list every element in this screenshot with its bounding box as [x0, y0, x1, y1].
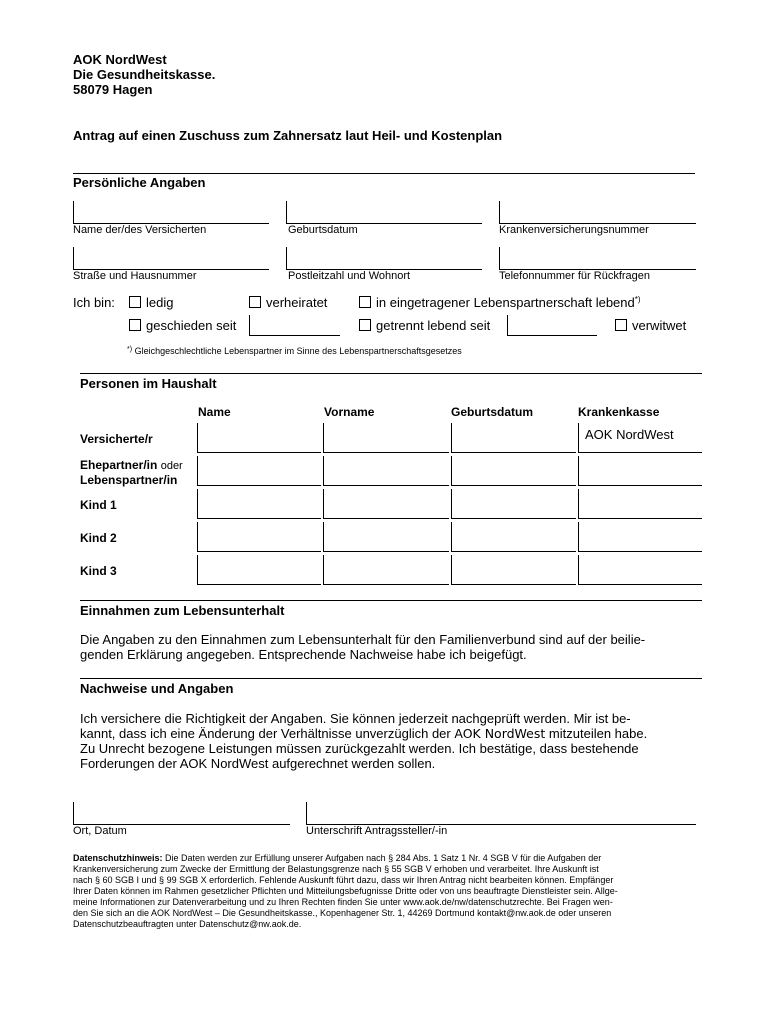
sender-line-2: Die Gesundheitskasse. — [73, 67, 216, 82]
child1-kasse-cell[interactable] — [578, 489, 702, 519]
option-partnerschaft-label: in eingetragener Lebenspartnerschaft lebend — [376, 295, 635, 310]
checkbox-partnerschaft[interactable] — [359, 296, 371, 308]
birthdate-field[interactable] — [286, 201, 482, 224]
checkbox-verwitwet[interactable] — [615, 319, 627, 331]
option-verheiratet[interactable] — [249, 295, 327, 310]
geschieden-date-field[interactable] — [249, 315, 340, 336]
section-heading-personal: Persönliche Angaben — [73, 175, 206, 190]
section-heading-income: Einnahmen zum Lebensunterhalt — [80, 603, 285, 618]
proof-line-4: Forderungen der AOK NordWest aufgerechnet werden sollen. — [80, 756, 436, 771]
column-header-vorname: Vorname — [324, 405, 375, 419]
divider — [73, 173, 695, 174]
checkbox-ledig[interactable] — [129, 296, 141, 308]
option-partnerschaft[interactable] — [359, 295, 641, 310]
checkbox-geschieden[interactable] — [129, 319, 141, 331]
child3-kasse-cell[interactable] — [578, 555, 702, 585]
row-label-child-2: Kind 2 — [80, 531, 117, 545]
privacy-line-1 — [73, 853, 618, 864]
divider — [80, 678, 702, 679]
column-header-geburtsdatum: Geburtsdatum — [451, 405, 534, 419]
option-ledig-label: ledig — [146, 295, 174, 310]
proof-line-2 — [80, 726, 647, 741]
street-field[interactable] — [73, 247, 269, 270]
proof-line-1: Ich versichere die Richtigkeit der Angaben. Sie können jederzeit nachgeprüft werden. Mir ist be- — [80, 711, 631, 726]
sender-line-1: AOK NordWest — [73, 52, 167, 67]
option-geschieden-label: geschieden seit — [146, 318, 237, 333]
insurance-number-field[interactable] — [499, 201, 696, 224]
row-label-child-3: Kind 3 — [80, 564, 117, 578]
footnote-text: Gleichgeschlechtliche Lebenspartner im Sinne des Lebenspartnerschaftsgesetzes — [134, 346, 462, 356]
row-label-partner — [80, 458, 183, 487]
proof-line-3: Zu Unrecht bezogene Leistungen müssen zurückgezahlt werden. Ich bestätige, dass bestehende — [80, 741, 639, 756]
section-heading-household: Personen im Haushalt — [80, 376, 217, 391]
column-header-name: Name — [198, 405, 231, 419]
income-text — [80, 632, 645, 662]
divider — [80, 600, 702, 601]
child3-birth-cell[interactable] — [451, 555, 576, 585]
child2-name-cell[interactable] — [197, 522, 321, 552]
child3-name-cell[interactable] — [197, 555, 321, 585]
partner-birth-cell[interactable] — [451, 456, 576, 486]
insured-vorname-cell[interactable] — [323, 423, 449, 453]
child1-name-cell[interactable] — [197, 489, 321, 519]
child3-vorname-cell[interactable] — [323, 555, 449, 585]
name-label: Name der/des Versicherten — [73, 224, 207, 236]
income-line-1: Die Angaben zu den Einnahmen zum Lebensunterhalt für den Familienverbund sind auf der beilie- — [80, 632, 646, 647]
privacy-line-6: den Sie sich an die AOK NordWest – Die Gesundheitskasse., Kopenhagener Str. 1, 44269 Dortmund kontakt@nw.aok.de oder unseren — [73, 908, 612, 918]
zip-city-label: Postleitzahl und Wohnort — [288, 270, 411, 282]
row-label-insured: Versicherte/r — [80, 432, 153, 446]
child1-vorname-cell[interactable] — [323, 489, 449, 519]
option-ledig[interactable] — [129, 295, 173, 310]
insured-name-cell[interactable] — [197, 423, 321, 453]
partner-name-cell[interactable] — [197, 456, 321, 486]
column-header-krankenkasse: Krankenkasse — [578, 405, 660, 419]
row-label-partner-or: oder — [160, 460, 183, 472]
privacy-line-3: nach § 60 SGB I und § 99 SGB X erforderlich. Fehlende Auskunft führt dazu, dass wir Ihren Antrag nicht bearbeiten können. Empfänger — [73, 875, 614, 885]
street-label: Straße und Hausnummer — [73, 270, 197, 282]
insured-kasse-value: AOK NordWest — [585, 427, 674, 442]
option-verwitwet-label: verwitwet — [632, 318, 687, 333]
privacy-line-4: Ihrer Daten können im Rahmen gesetzlicher Pflichten und Mitteilungsbefugnisse Dritte oder von uns beauftragte Dienstleister sein. Allge- — [73, 886, 618, 896]
option-getrennt[interactable] — [359, 318, 490, 333]
footnote — [127, 346, 462, 356]
child2-kasse-cell[interactable] — [578, 522, 702, 552]
child2-birth-cell[interactable] — [451, 522, 576, 552]
getrennt-date-field[interactable] — [507, 315, 597, 336]
phone-field[interactable] — [499, 247, 696, 270]
partnerschaft-footnote-mark: *) — [634, 295, 641, 304]
partner-vorname-cell[interactable] — [323, 456, 449, 486]
child1-birth-cell[interactable] — [451, 489, 576, 519]
option-verwitwet[interactable] — [615, 318, 686, 333]
privacy-line-1-text: Die Daten werden zur Erfüllung unserer Aufgaben nach § 284 Abs. 1 Satz 1 Nr. 4 SGB V für die Aufgaben der — [165, 853, 602, 863]
place-date-label: Ort, Datum — [73, 825, 127, 837]
proof-line-2a: kannt, dass ich eine Änderung der Verhältnisse unverzüglich der — [80, 726, 451, 741]
option-geschieden[interactable] — [129, 318, 236, 333]
privacy-line-5: meine Informationen zur Datenverarbeitung und zu Ihren Rechten finden Sie unter www.aok.de/nw/datenschutzrechte. Bei Fragen wen- — [73, 897, 613, 907]
privacy-label: Datenschutzhinweis: — [73, 853, 163, 863]
proof-text — [80, 711, 647, 771]
option-getrennt-label: getrennt lebend seit — [376, 318, 491, 333]
birthdate-label: Geburtsdatum — [288, 224, 358, 236]
row-label-partner-b: Lebenspartner/in — [80, 473, 178, 487]
divider — [80, 373, 702, 374]
zip-city-field[interactable] — [286, 247, 482, 270]
child2-vorname-cell[interactable] — [323, 522, 449, 552]
sender-address — [73, 52, 215, 97]
name-field[interactable] — [73, 201, 269, 224]
privacy-line-2: Krankenversicherung zum Zwecke der Ermittlung der Belastungsgrenze nach § 55 SGB V erhoben und verarbeitet. Ihre Auskunft ist — [73, 864, 599, 874]
insured-birth-cell[interactable] — [451, 423, 576, 453]
row-label-child-1: Kind 1 — [80, 498, 117, 512]
sender-line-3: 58079 Hagen — [73, 82, 153, 97]
section-heading-proof: Nachweise und Angaben — [80, 681, 234, 696]
privacy-notice — [73, 853, 618, 930]
checkbox-verheiratet[interactable] — [249, 296, 261, 308]
row-label-partner-a: Ehepartner/in — [80, 458, 158, 472]
privacy-line-7: Datenschutzbeauftragten unter Datenschutz@nw.aok.de. — [73, 919, 302, 929]
insurance-number-label: Krankenversicherungsnummer — [499, 224, 649, 236]
partner-kasse-cell[interactable] — [578, 456, 702, 486]
signature-field[interactable] — [306, 802, 696, 825]
footnote-mark: *) — [127, 346, 133, 353]
ich-bin-label: Ich bin: — [73, 295, 115, 310]
proof-line-2b: AOK NordWest — [454, 726, 546, 741]
checkbox-getrennt[interactable] — [359, 319, 371, 331]
income-line-2: genden Erklärung angegeben. Entsprechende Nachweise habe ich beigefügt. — [80, 647, 527, 662]
form-title: Antrag auf einen Zuschuss zum Zahnersatz laut Heil- und Kostenplan — [73, 128, 503, 143]
place-date-field[interactable] — [73, 802, 290, 825]
signature-label: Unterschrift Antragssteller/-in — [306, 825, 448, 837]
proof-line-2c: mitzuteilen habe. — [548, 726, 648, 741]
phone-label: Telefonnummer für Rückfragen — [499, 270, 651, 282]
option-verheiratet-label: verheiratet — [266, 295, 328, 310]
insured-kasse-cell[interactable] — [578, 423, 702, 453]
